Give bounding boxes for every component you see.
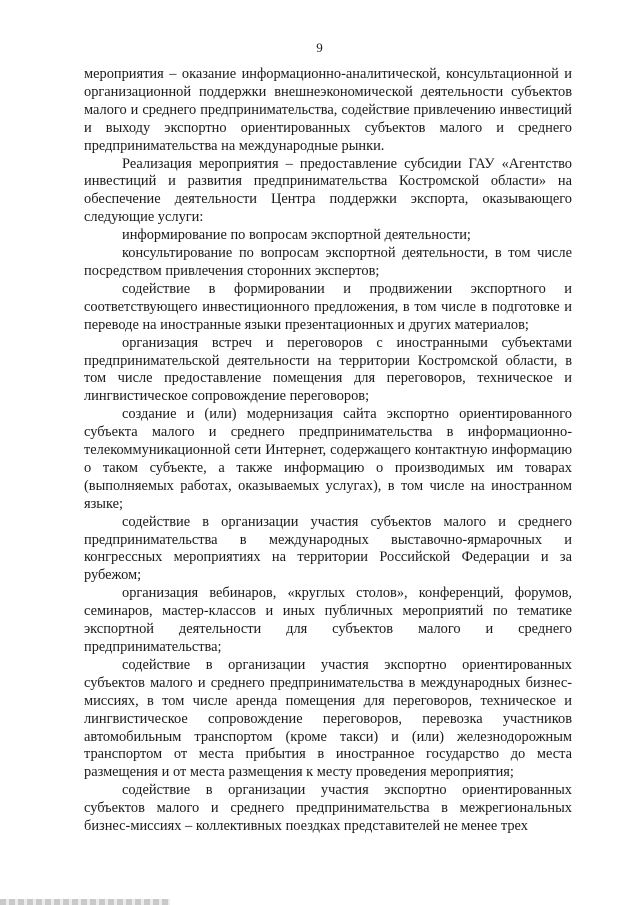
- list-item-meetings: организация встреч и переговоров с иностранными субъектами предпринимательской деятельности на территории Костромской области, в том числе предоставление помещения для переговоров, техническое и лингвистическое сопровождение переговоров;: [84, 334, 572, 405]
- paragraph-implementation: Реализация мероприятия – предоставление субсидии ГАУ «Агентство инвестиций и развития предпринимательства Костромской области» на обеспечение деятельности Центра поддержки экспорта, оказывающего следующие услуги:: [84, 155, 572, 226]
- list-item-informing: информирование по вопросам экспортной деятельности;: [122, 227, 471, 244]
- list-item-exhibitions: содействие в организации участия субъектов малого и среднего предпринимательства в международных выставочно-ярмарочных и конгрессных мероприятиях на территории Российской Федерации и за рубежом;: [84, 513, 572, 584]
- list-item-webinars: организация вебинаров, «круглых столов», конференций, форумов, семинаров, мастер-классов и иных публичных мероприятий по тематике экспортной деятельности для субъектов малого и среднего предпринимательства;: [84, 585, 572, 655]
- list-item-international-missions: содействие в организации участия экспортно ориентированных субъектов малого и среднего предпринимательства в международных бизнес-миссиях, в том числе аренда помещения для переговоров, техническое и лингвистическое сопровождение переговоров, перевозка участников автомобильным транспортом (кроме такси) и (или) железнодорожным транспортом от места прибытия в иностранное государство до места размещения и от места размещения к месту проведения мероприятия;: [84, 656, 572, 781]
- list-item-export-offer: содействие в формировании и продвижении экспортного и соответствующего инвестиционного предложения, в том числе в подготовке и переводе на иностранные языки презентационных и других материалов;: [84, 280, 572, 333]
- page-number: 9: [316, 40, 323, 55]
- paragraph-intro-continuation: мероприятия – оказание информационно-аналитической, консультационной и организационной поддержки внешнеэкономической деятельности субъектов малого и среднего предпринимательства, содействие привлечению инвестиций и выходу экспортно ориентированных субъектов малого и среднего предпринимательства на международные рынки.: [84, 66, 572, 154]
- list-item-interregional-missions: содействие в организации участия экспортно ориентированных субъектов малого и среднего предпринимательства в межрегиональных бизнес-миссиях – коллективных поездках представителей не менее трех: [84, 782, 572, 835]
- scan-edge-mark: [0, 899, 170, 905]
- list-item-website: создание и (или) модернизация сайта экспортно ориентированного субъекта малого и среднего предпринимательства в информационно-телекоммуникационной сети Интернет, содержащего контактную информацию о таком субъекте, а также информацию о производимых им товарах (выполняемых работах, оказываемых услугах), в том числе на иностранном языке;: [84, 406, 572, 512]
- list-item-consulting: консультирование по вопросам экспортной деятельности, в том числе посредством привлечения сторонних экспертов;: [84, 245, 572, 279]
- document-body: [84, 66, 572, 836]
